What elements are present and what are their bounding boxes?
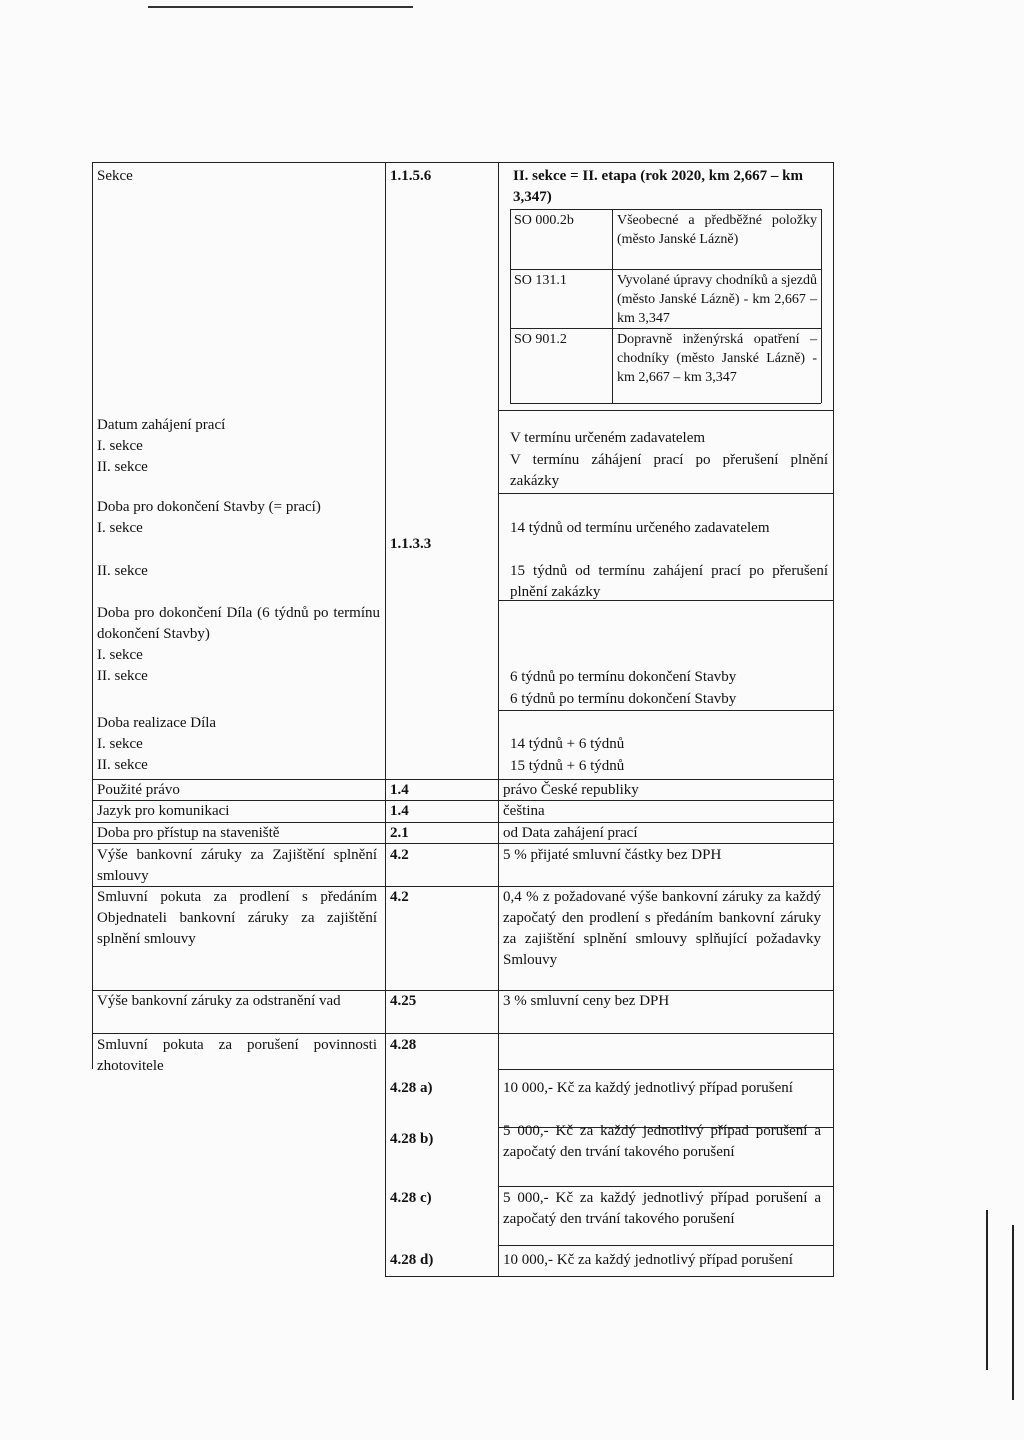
vyse-zajisteni-value: 5 % přijaté smluvní částky bez DPH (503, 847, 722, 863)
ref-428b: 4.28 b) (390, 1131, 434, 1147)
jazyk-value: čeština (503, 803, 545, 819)
ref-sekce: 1.1.5.6 (390, 168, 432, 184)
stavby-s1-value: 14 týdnů od termínu určeného zadavatelem (510, 520, 770, 536)
vyse-vad-value: 3 % smluvní ceny bez DPH (503, 993, 670, 1009)
label-sekce: Sekce (97, 168, 133, 184)
label-pristup: Doba pro přístup na staveniště (97, 825, 280, 841)
so-code-1: SO 000.2b (514, 213, 574, 228)
ref-pokuta-predani: 4.2 (390, 889, 409, 905)
dila-s2-value: 6 týdnů po termínu dokončení Stavby (510, 691, 737, 707)
label-datum-zahajeni: Datum zahájení prací I. sekce II. sekce (97, 417, 226, 475)
ref-vyse-zajisteni: 4.2 (390, 847, 409, 863)
ref-doba: 1.1.3.3 (390, 536, 432, 552)
label-vyse-vad: Výše bankovní záruky za odstranění vad (97, 993, 341, 1009)
label-pokuta-poruseni: Smluvní pokuta za porušení povinnosti zhotovitele (97, 1037, 377, 1074)
ref-jazyk: 1.4 (390, 803, 409, 819)
scan-edge-mark (986, 1210, 988, 1370)
scan-edge-mark (1012, 1225, 1014, 1400)
ref-pristup: 2.1 (390, 825, 409, 841)
ref-vyse-vad: 4.25 (390, 993, 417, 1009)
label-doba-stavby: Doba pro dokončení Stavby (= prací) I. sekce (97, 499, 321, 536)
ref-428a: 4.28 a) (390, 1080, 433, 1096)
label-doba-stavby-s2: II. sekce (97, 563, 148, 579)
ref-pouzite: 1.4 (390, 782, 409, 798)
label-pouzite-pravo: Použité právo (97, 782, 180, 798)
label-jazyk: Jazyk pro komunikaci (97, 803, 230, 819)
pokuta-predani-value: 0,4 % z požadované výše bankovní záruky za každý započatý den prodlení s předáním bankovní záruky za zajištění splnění smlouvy splňující požadavky Smlouvy (503, 889, 821, 968)
428d-value: 10 000,- Kč za každý jednotlivý případ porušení (503, 1252, 793, 1268)
pouzite-value: právo České republiky (503, 782, 639, 798)
dila-s1-value: 6 týdnů po termínu dokončení Stavby (510, 669, 737, 685)
428b-value: 5 000,- Kč za každý jednotlivý případ porušení a započatý den trvání takového porušení (503, 1123, 821, 1160)
ref-pokuta-poruseni: 4.28 (390, 1037, 417, 1053)
428c-value: 5 000,- Kč za každý jednotlivý případ porušení a započatý den trvání takového porušení (503, 1190, 821, 1227)
ref-428c: 4.28 c) (390, 1190, 432, 1206)
stavby-s2-value: 15 týdnů od termínu zahájení prací po přerušení plnění zakázky (510, 563, 828, 600)
datum-s1-value: V termínu určeném zadavatelem (510, 430, 706, 446)
etapa-heading: II. sekce = II. etapa (rok 2020, km 2,667 – km 3,347) (513, 168, 803, 205)
datum-s2-value: V termínu záhájení prací po přerušení plnění zakázky (510, 452, 828, 489)
so-desc-1: Všeobecné a předběžné položky (město Janské Lázně) (617, 213, 817, 247)
realizace-s1-value: 14 týdnů + 6 týdnů (510, 736, 625, 752)
label-vyse-zajisteni: Výše bankovní záruky za Zajištění splnění smlouvy (97, 847, 377, 884)
so-code-2: SO 131.1 (514, 273, 567, 288)
so-desc-3: Dopravně inženýrská opatření – chodníky (město Janské Lázně) - km 2,667 – km 3,347 (617, 332, 817, 385)
428a-value: 10 000,- Kč za každý jednotlivý případ porušení (503, 1080, 793, 1096)
label-pokuta-predani: Smluvní pokuta za prodlení s předáním Objednateli bankovní záruky za zajištění splnění smlouvy (97, 889, 377, 947)
realizace-s2-value: 15 týdnů + 6 týdnů (510, 758, 625, 774)
pristup-value: od Data zahájení prací (503, 825, 638, 841)
label-doba-dila: Doba pro dokončení Díla (6 týdnů po termínu dokončení Stavby) I. sekce II. sekce (97, 605, 380, 684)
so-code-3: SO 901.2 (514, 332, 567, 347)
scan-top-mark (148, 6, 413, 8)
so-desc-2: Vyvolané úpravy chodníků a sjezdů (město Janské Lázně) - km 2,667 – km 3,347 (617, 273, 817, 326)
ref-428d: 4.28 d) (390, 1252, 434, 1268)
label-doba-realizace: Doba realizace Díla I. sekce II. sekce (97, 715, 217, 773)
